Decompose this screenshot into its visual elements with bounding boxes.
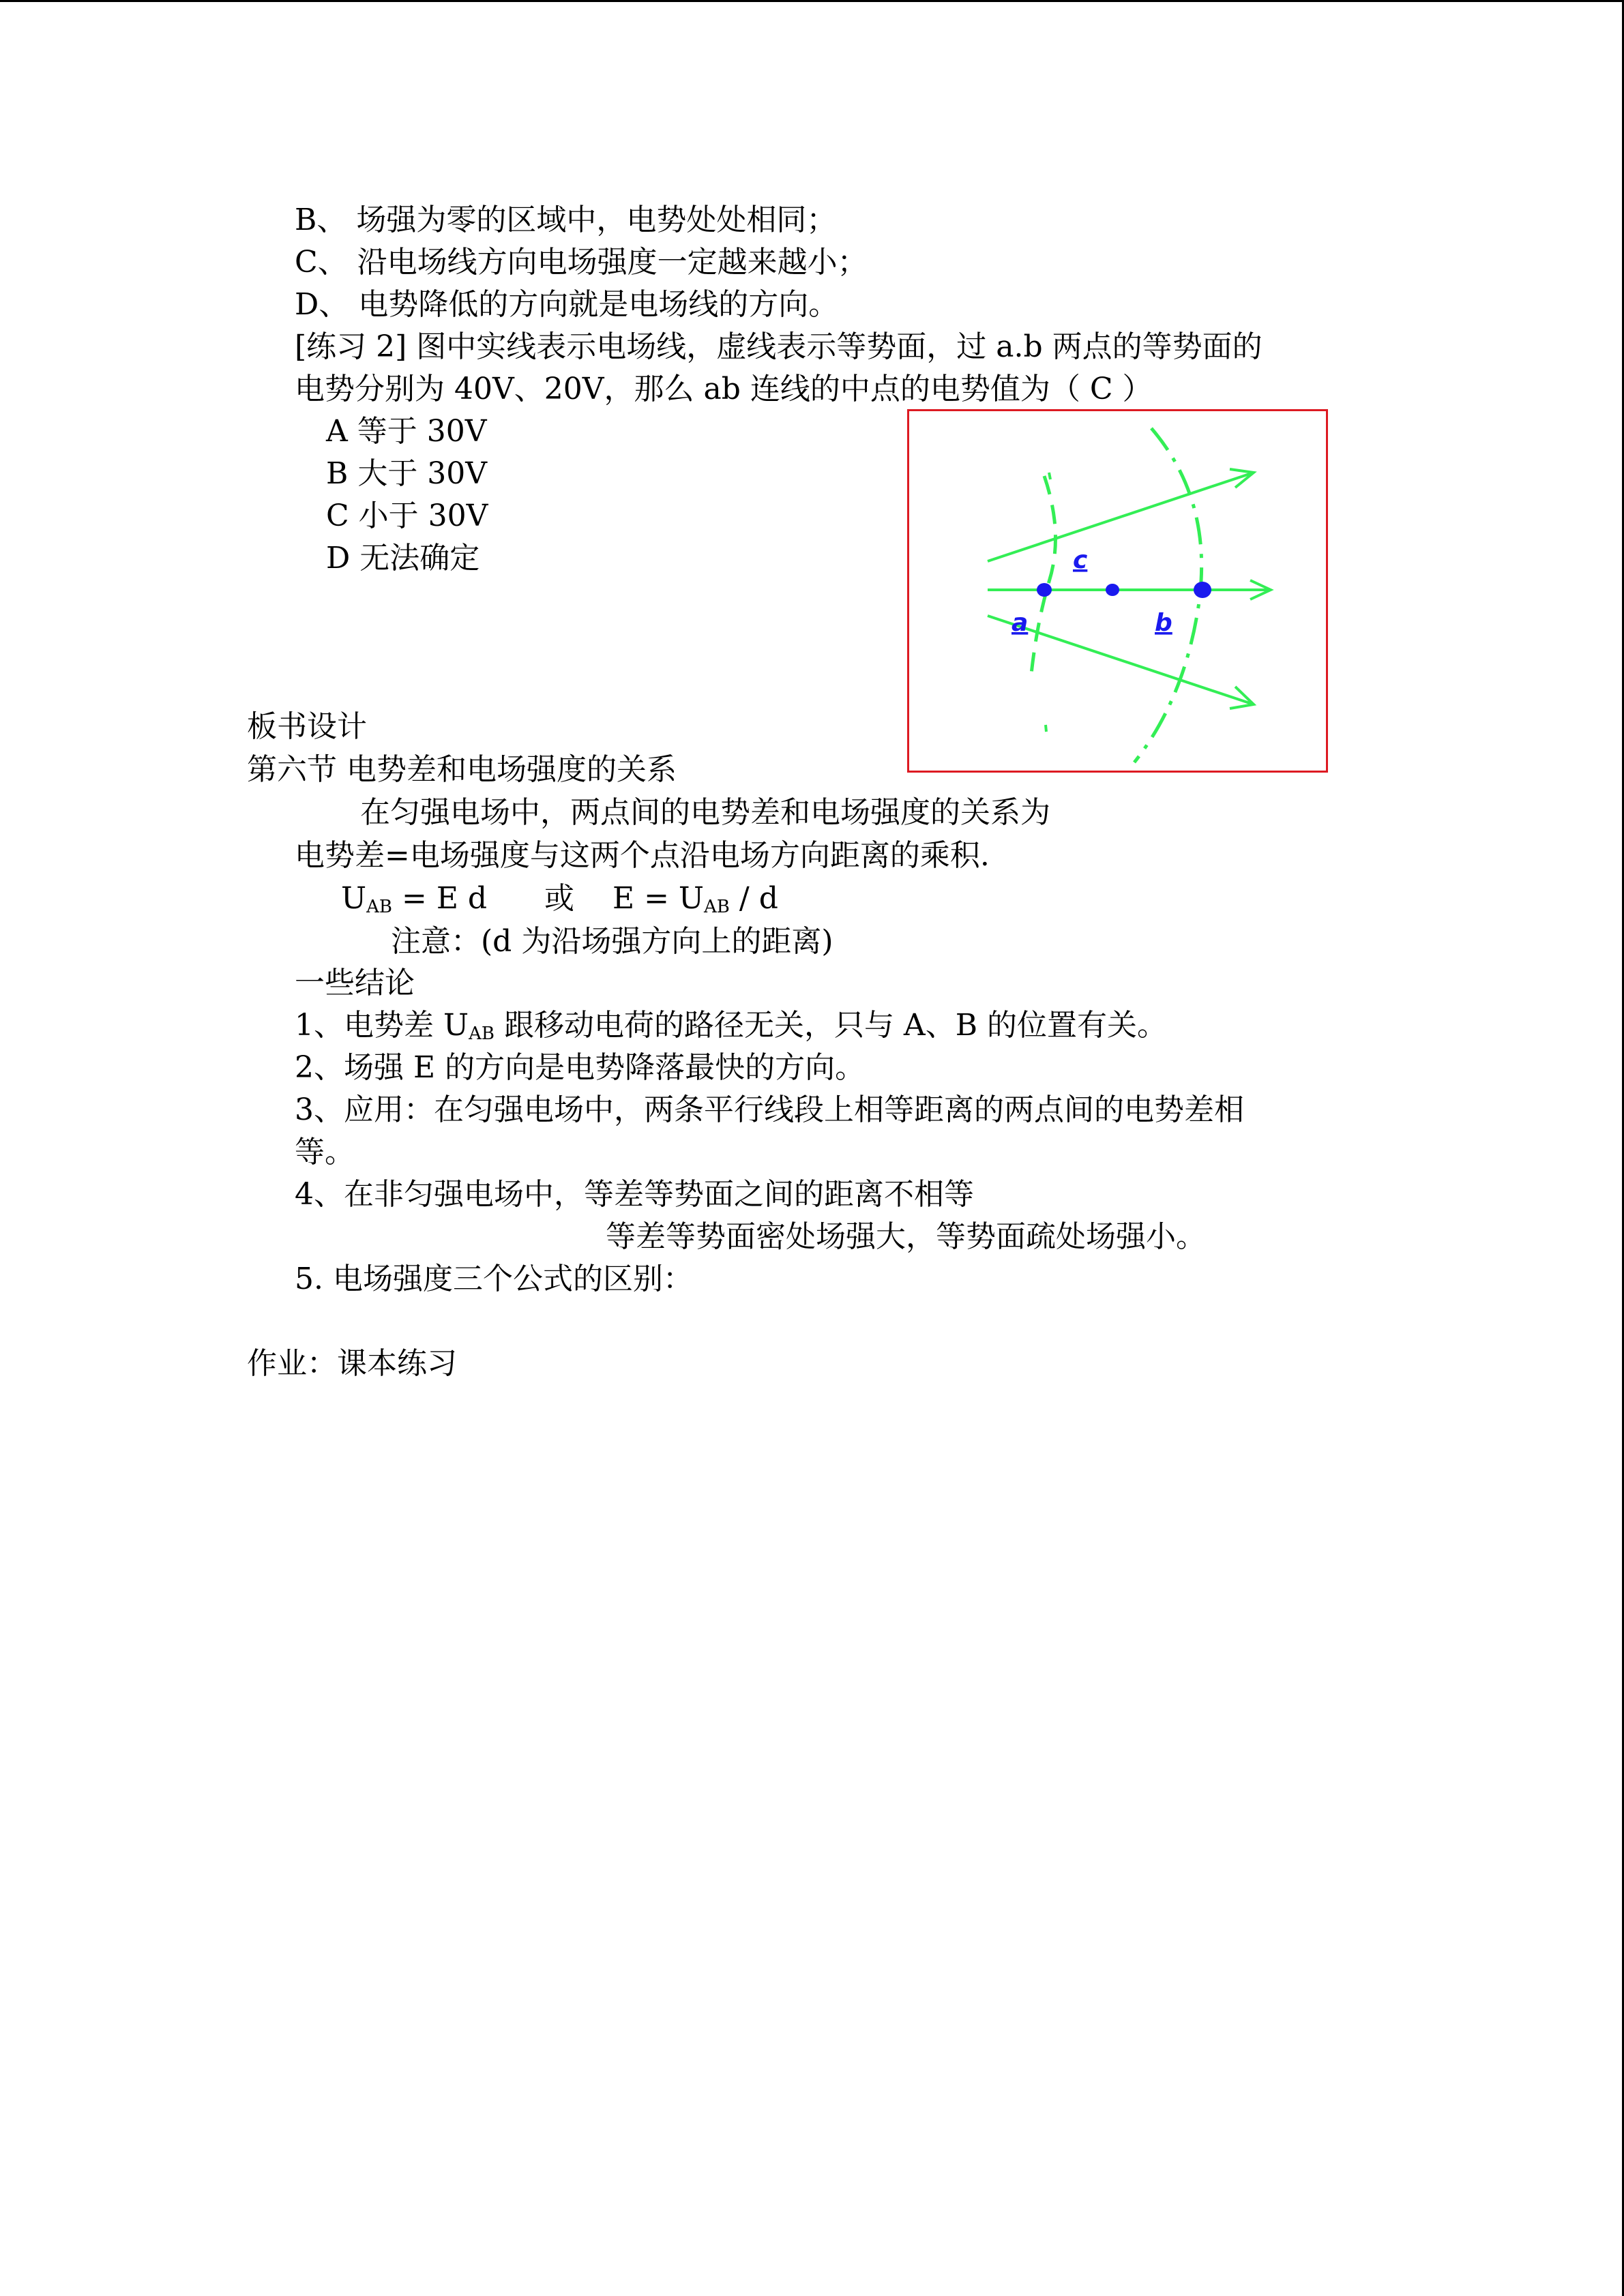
label-b: b	[1155, 609, 1172, 637]
formula-mid: = E d 或 E = U	[392, 881, 704, 916]
note: 注意：(d 为沿场强方向上的距离)	[391, 924, 833, 959]
field-figure	[907, 409, 1328, 773]
label-a: a	[1012, 609, 1029, 637]
conclusion-5: 5. 电场强度三个公式的区别：	[295, 1262, 693, 1296]
exercise2-choice-c: C 小于 30V	[326, 498, 488, 533]
formula-end: / d	[729, 881, 778, 916]
conclusion-3-line2: 等。	[295, 1135, 355, 1169]
point-b	[1194, 582, 1211, 598]
conclusion-1-post: 跟移动电荷的路径无关，只与 A、B 的位置有关。	[494, 1008, 1168, 1043]
exercise2-choice-b: B 大于 30V	[326, 456, 488, 491]
option-b: B、 场强为零的区域中，电势处处相同；	[295, 203, 837, 237]
exercise2-choice-a: A 等于 30V	[326, 414, 487, 449]
field-diagram	[909, 411, 1326, 771]
section-title: 第六节 电势差和电场强度的关系	[247, 752, 677, 787]
formula-u: U	[341, 881, 367, 916]
conclusion-3-line1: 3、应用：在匀强电场中，两条平行线段上相等距离的两点间的电势差相	[295, 1092, 1244, 1127]
point-c	[1106, 584, 1119, 596]
equipotential-line-right	[1134, 428, 1202, 762]
conclusion-4-line2: 等差等势面密处场强大，等势面疏处场强小。	[606, 1219, 1206, 1254]
formula-sub-ab: AB	[366, 897, 392, 917]
intro-line1: 在匀强电场中，两点间的电势差和电场强度的关系为	[360, 795, 1050, 830]
homework: 作业：课本练习	[247, 1346, 457, 1381]
conclusion-1-sub: AB	[469, 1024, 494, 1044]
option-c: C、 沿电场线方向电场强度一定越来越小；	[295, 245, 868, 280]
exercise2-choice-d: D 无法确定	[326, 541, 480, 576]
board-heading: 板书设计	[247, 709, 367, 744]
equipotential-line-left-top	[1049, 473, 1050, 479]
conclusion-4-line1: 4、在非匀强电场中，等差等势面之间的距离不相等	[295, 1177, 974, 1212]
conclusion-1-pre: 1、电势差 U	[295, 1008, 469, 1043]
field-line-top	[988, 473, 1254, 561]
exercise2-line2: 电势分别为 40V、20V，那么 ab 连线的中点的电势值为（ C ）	[295, 372, 1153, 406]
label-c: c	[1073, 546, 1088, 574]
formula	[341, 880, 778, 926]
conclusions-title: 一些结论	[295, 966, 415, 1000]
exercise2-line1: [练习 2] 图中实线表示电场线，虚线表示等势面，过 a.b 两点的等势面的	[295, 329, 1263, 364]
page-border-top	[0, 0, 1624, 2]
conclusion-2: 2、场强 E 的方向是电势降落最快的方向。	[295, 1050, 866, 1085]
formula-sub-ab-2: AB	[704, 897, 730, 917]
option-d: D、 电势降低的方向就是电场线的方向。	[295, 287, 839, 322]
intro-line2: 电势差=电场强度与这两个点沿电场方向距离的乘积.	[295, 838, 990, 873]
equipotential-line-left	[1031, 476, 1055, 681]
conclusion-1	[295, 1007, 1167, 1053]
point-a	[1037, 583, 1052, 597]
